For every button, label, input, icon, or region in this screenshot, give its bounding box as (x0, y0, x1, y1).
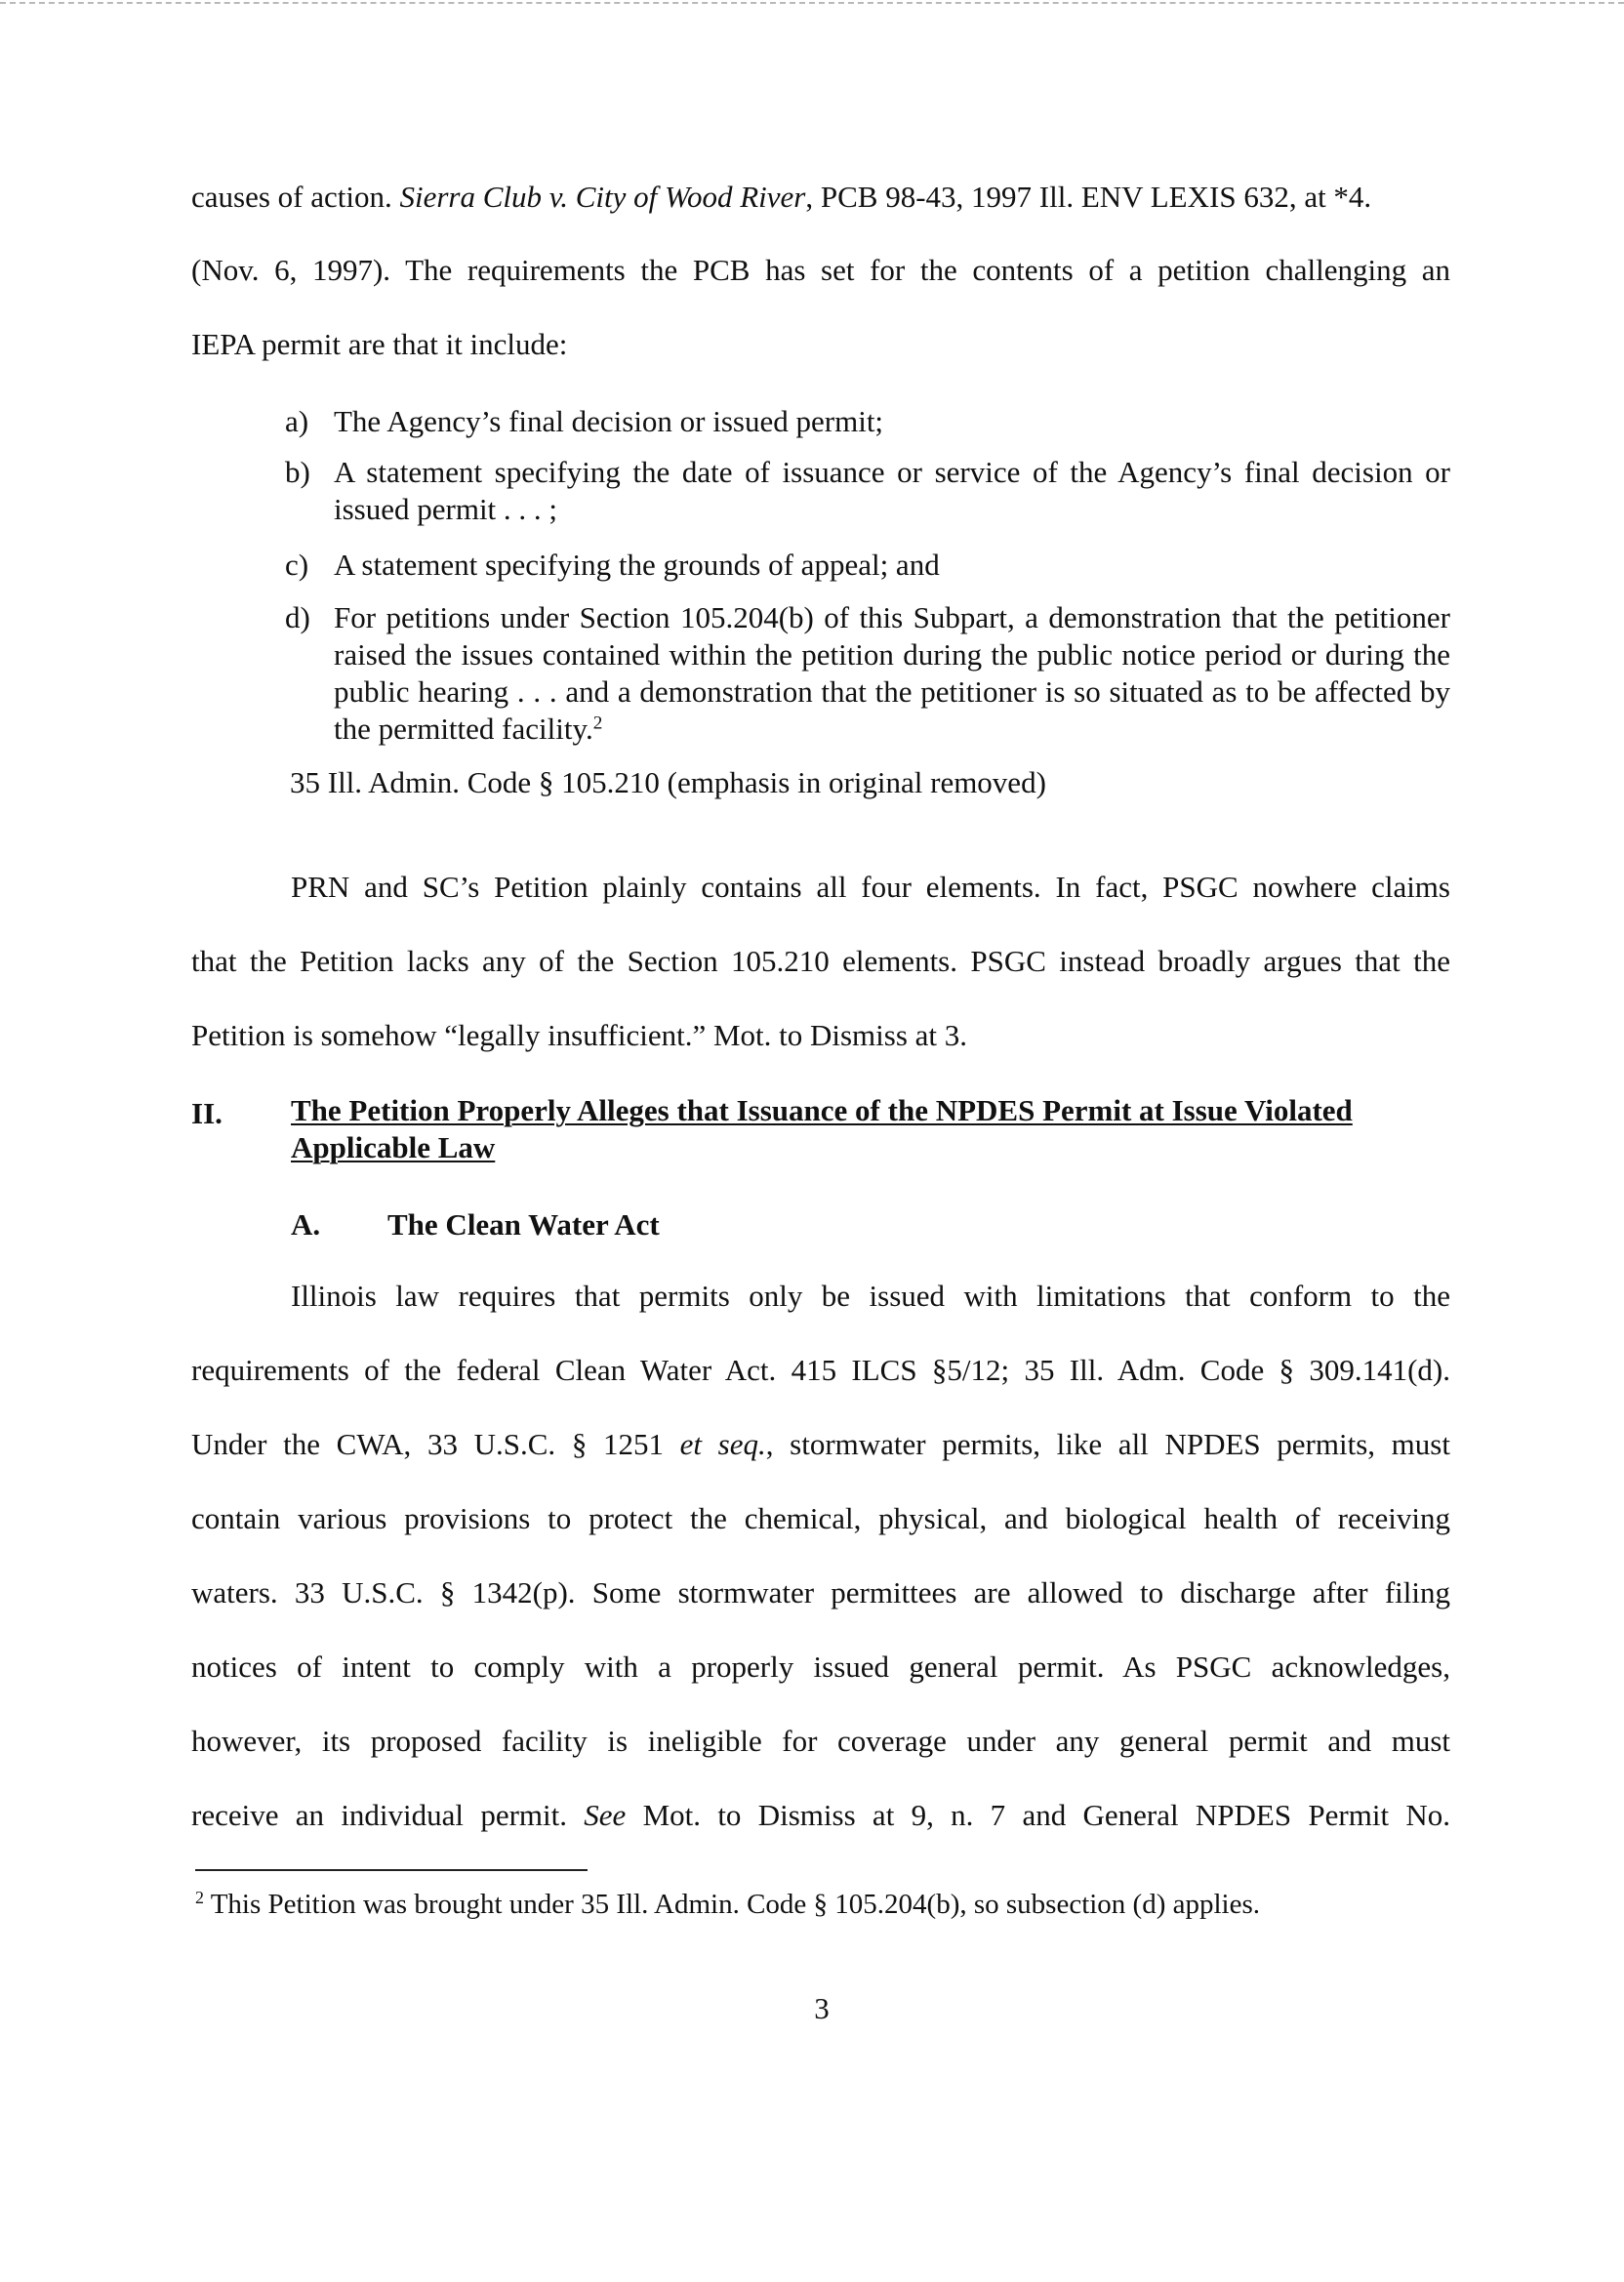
section-title: The Petition Properly Alleges that Issuance of the NPDES Permit at Issue Violated Applicable Law (291, 1093, 1353, 1164)
text-run: receive an individual permit. (191, 1798, 585, 1832)
footnote-reference: 2 (592, 713, 603, 734)
text-run: causes of action. (191, 180, 400, 214)
footnote-text: This Petition was brought under 35 Ill. Admin. Code § 105.204(b), so subsection (d) applies. (203, 1889, 1261, 1920)
list-marker: b) (285, 455, 310, 489)
list-marker: c) (285, 548, 309, 582)
text-run: Under the CWA, 33 U.S.C. § 1251 (191, 1427, 680, 1461)
paragraph-3-line-3 (191, 1427, 1450, 1462)
paragraph-2-line-2: that the Petition lacks any of the Section 105.210 elements. PSGC instead broadly argues that the (191, 944, 1450, 978)
paragraph-3-line-1: Illinois law requires that permits only be issued with limitations that conform to the (291, 1279, 1450, 1313)
paragraph-1-line-1 (191, 180, 1450, 215)
paragraph-3-line-8 (191, 1798, 1450, 1833)
paragraph-1-line-3: IEPA permit are that it include: (191, 327, 568, 361)
footnote-number: 2 (195, 1888, 204, 1908)
text-run: , PCB 98-43, 1997 Ill. ENV LEXIS 632, at *4. (805, 180, 1372, 214)
subsection-title: The Clean Water Act (387, 1207, 660, 1242)
footnote (195, 1888, 1260, 1921)
section-number: II. (191, 1096, 223, 1130)
paragraph-3-line-5: waters. 33 U.S.C. § 1342(p). Some stormwater permittees are allowed to discharge after filing (191, 1575, 1450, 1610)
paragraph-3-line-2: requirements of the federal Clean Water Act. 415 ILCS §5/12; 35 Ill. Adm. Code § 309.141(d). (191, 1353, 1450, 1387)
italic-signal: See (584, 1798, 627, 1832)
code-citation: 35 Ill. Admin. Code § 105.210 (emphasis in original removed) (290, 765, 1046, 799)
text-run: Mot. to Dismiss at 9, n. 7 and General NPDES Permit No. (626, 1798, 1450, 1832)
paragraph-3-line-6: notices of intent to comply with a properly issued general permit. As PSGC acknowledges, (191, 1650, 1450, 1684)
footnote-separator (195, 1869, 588, 1871)
subsection-letter: A. (291, 1207, 321, 1242)
list-marker: d) (285, 600, 310, 634)
text-run: , stormwater permits, like all NPDES permits, must (765, 1427, 1450, 1461)
list-item-text: The Agency’s final decision or issued permit; (334, 404, 884, 438)
paragraph-3-line-7: however, its proposed facility is ineligible for coverage under any general permit and must (191, 1724, 1450, 1758)
list-item-text (334, 599, 1450, 748)
paragraph-2-line-3: Petition is somehow “legally insufficient.” Mot. to Dismiss at 3. (191, 1018, 968, 1052)
paragraph-1-line-2: (Nov. 6, 1997). The requirements the PCB has set for the contents of a petition challenging an (191, 253, 1450, 287)
paragraph-2-line-1: PRN and SC’s Petition plainly contains all four elements. In fact, PSGC nowhere claims (291, 870, 1450, 904)
list-item-text: A statement specifying the grounds of appeal; and (334, 548, 940, 582)
list-item-body: For petitions under Section 105.204(b) of this Subpart, a demonstration that the petitioner raised the issues contained within the petition during the public notice period or during the public hearing . . . and a demonstration that the petitioner is so situated as to be affected by the permitted facility. (334, 600, 1450, 746)
case-name: Sierra Club v. City of Wood River (399, 180, 806, 214)
italic-term: et seq. (679, 1427, 766, 1461)
page-number: 3 (814, 1991, 830, 2025)
paragraph-3-line-4: contain various provisions to protect the chemical, physical, and biological health of receiving (191, 1501, 1450, 1535)
list-item-text: A statement specifying the date of issuance or service of the Agency’s final decision or issued permit . . . ; (334, 455, 1450, 526)
list-marker: a) (285, 404, 309, 438)
